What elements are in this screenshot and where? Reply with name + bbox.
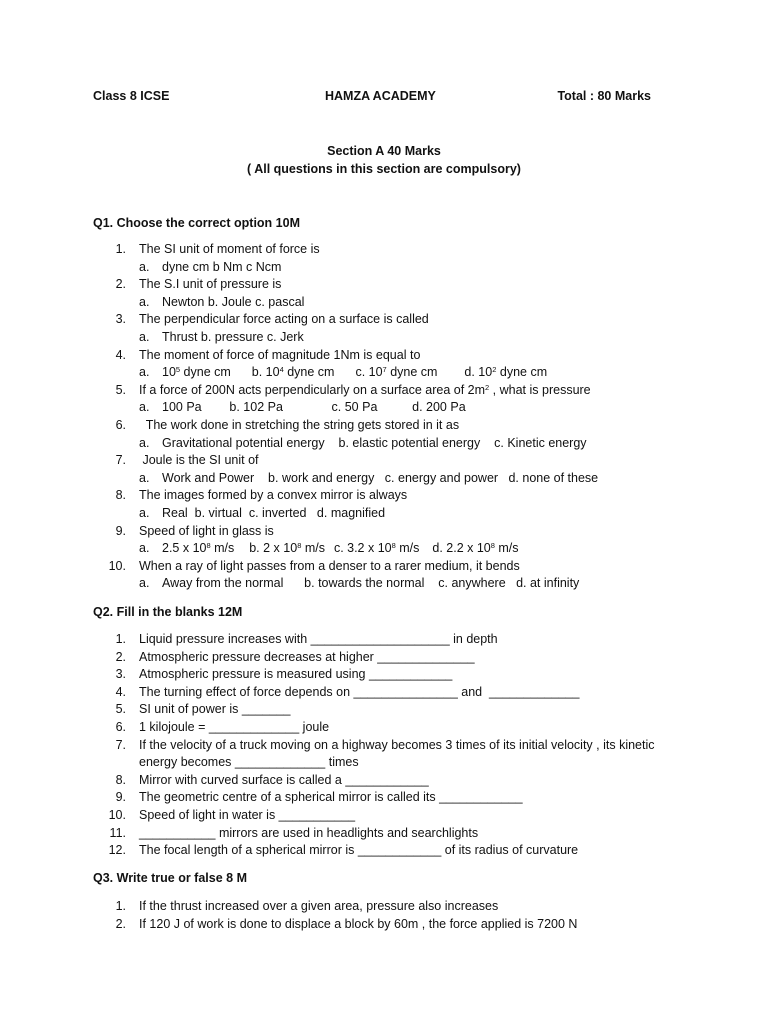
section-title: Section A 40 Marks [327,144,441,158]
q1-list [93,241,693,593]
q3-heading: Q3. Write true or false 8 M [93,871,247,885]
page-header [93,88,651,106]
list-item: 11. ___________ mirrors are used in headlights and searchlights [109,825,479,840]
option-line: a. Newton b. Joule c. pascal [139,294,305,309]
list-item: 3. The perpendicular force acting on a surface is called [115,312,429,327]
option-line: a. Work and Power b. work and energy c. energy and power d. none of these [139,470,599,485]
list-item: 1. The SI unit of moment of force is [115,242,320,256]
option-line: a. dyne cm b Nm c Ncm [139,259,282,274]
q3-list [93,898,693,933]
q2-heading: Q2. Fill in the blanks 12M [93,605,243,619]
list-item: 7. Joule is the SI unit of [115,453,259,468]
list-item: 3. Atmospheric pressure is measured using ____________ [115,667,453,682]
list-item: 6. 1 kilojoule = _____________ joule [115,719,330,734]
list-item: 1. Liquid pressure increases with ____________________ in depth [115,632,498,646]
list-item: 12. The focal length of a spherical mirror is ____________ of its radius of curvature [108,843,579,858]
academy-name: HAMZA ACADEMY [325,89,436,103]
option-line: a. Thrust b. pressure c. Jerk [139,329,304,344]
list-item: 2. The S.I unit of pressure is [115,277,282,292]
list-item: 9. The geometric centre of a spherical mirror is called its ____________ [115,790,523,805]
list-item: 8. The images formed by a convex mirror is always [115,488,408,503]
q2-list [93,631,693,860]
option-line: a. Away from the normal b. towards the normal c. anywhere d. at infinity [139,576,580,591]
list-item: 10. When a ray of light passes from a denser to a rarer medium, it bends [108,558,520,573]
list-item: 6. The work done in stretching the string gets stored in it as [115,417,460,432]
list-item: 5. If a force of 200N acts perpendicularly on a surface area of $2m^2$ , what is pressure [115,382,591,397]
list-item: 4. The turning effect of force depends on _______________ and _____________ [115,684,580,699]
total-marks: Total : 80 Marks [557,89,651,103]
list-item: 2. Atmospheric pressure decreases at higher ______________ [115,649,475,664]
q1-heading: Q1. Choose the correct option 10M [93,216,300,230]
section-subtitle: ( All questions in this section are compulsory) [247,161,521,176]
list-item: 5. SI unit of power is _______ [115,702,291,717]
list-item: 8. Mirror with curved surface is called a ____________ [115,772,429,787]
option-line: a. 2.5 x $10^8$ m/s b. 2 x $10^8$ m/s c. 3.2 x $10^8$ m/s d. 2.2 x $10^8$ m/s [139,541,519,556]
list-item: 10. Speed of light in water is ___________ [108,807,356,822]
class-label: Class 8 ICSE [93,89,170,103]
list-item: 9. Speed of light in glass is [115,523,274,538]
list-item: 4. The moment of force of magnitude 1Nm is equal to [115,347,421,362]
section-heading [0,143,768,178]
list-item: 7. If the velocity of a truck moving on a highway becomes 3 times of its initial velocity , its kinetic energy becomes _____________ times [115,737,655,770]
list-item: 1. If the thrust increased over a given area, pressure also increases [115,899,499,913]
list-item: 2. If 120 J of work is done to displace a block by 60m , the force applied is 7200 N [115,916,578,931]
option-line: a. 100 Pa b. 102 Pa c. 50 Pa d. 200 Pa [139,400,466,415]
option-line: a. Gravitational potential energy b. elastic potential energy c. Kinetic energy [139,435,587,450]
option-line: a. $10^5$ dyne cm b. $10^4$ dyne cm c. $10^7$ dyne cm d. $10^2$ dyne cm [139,365,548,380]
option-line: a. Real b. virtual c. inverted d. magnified [139,505,386,520]
